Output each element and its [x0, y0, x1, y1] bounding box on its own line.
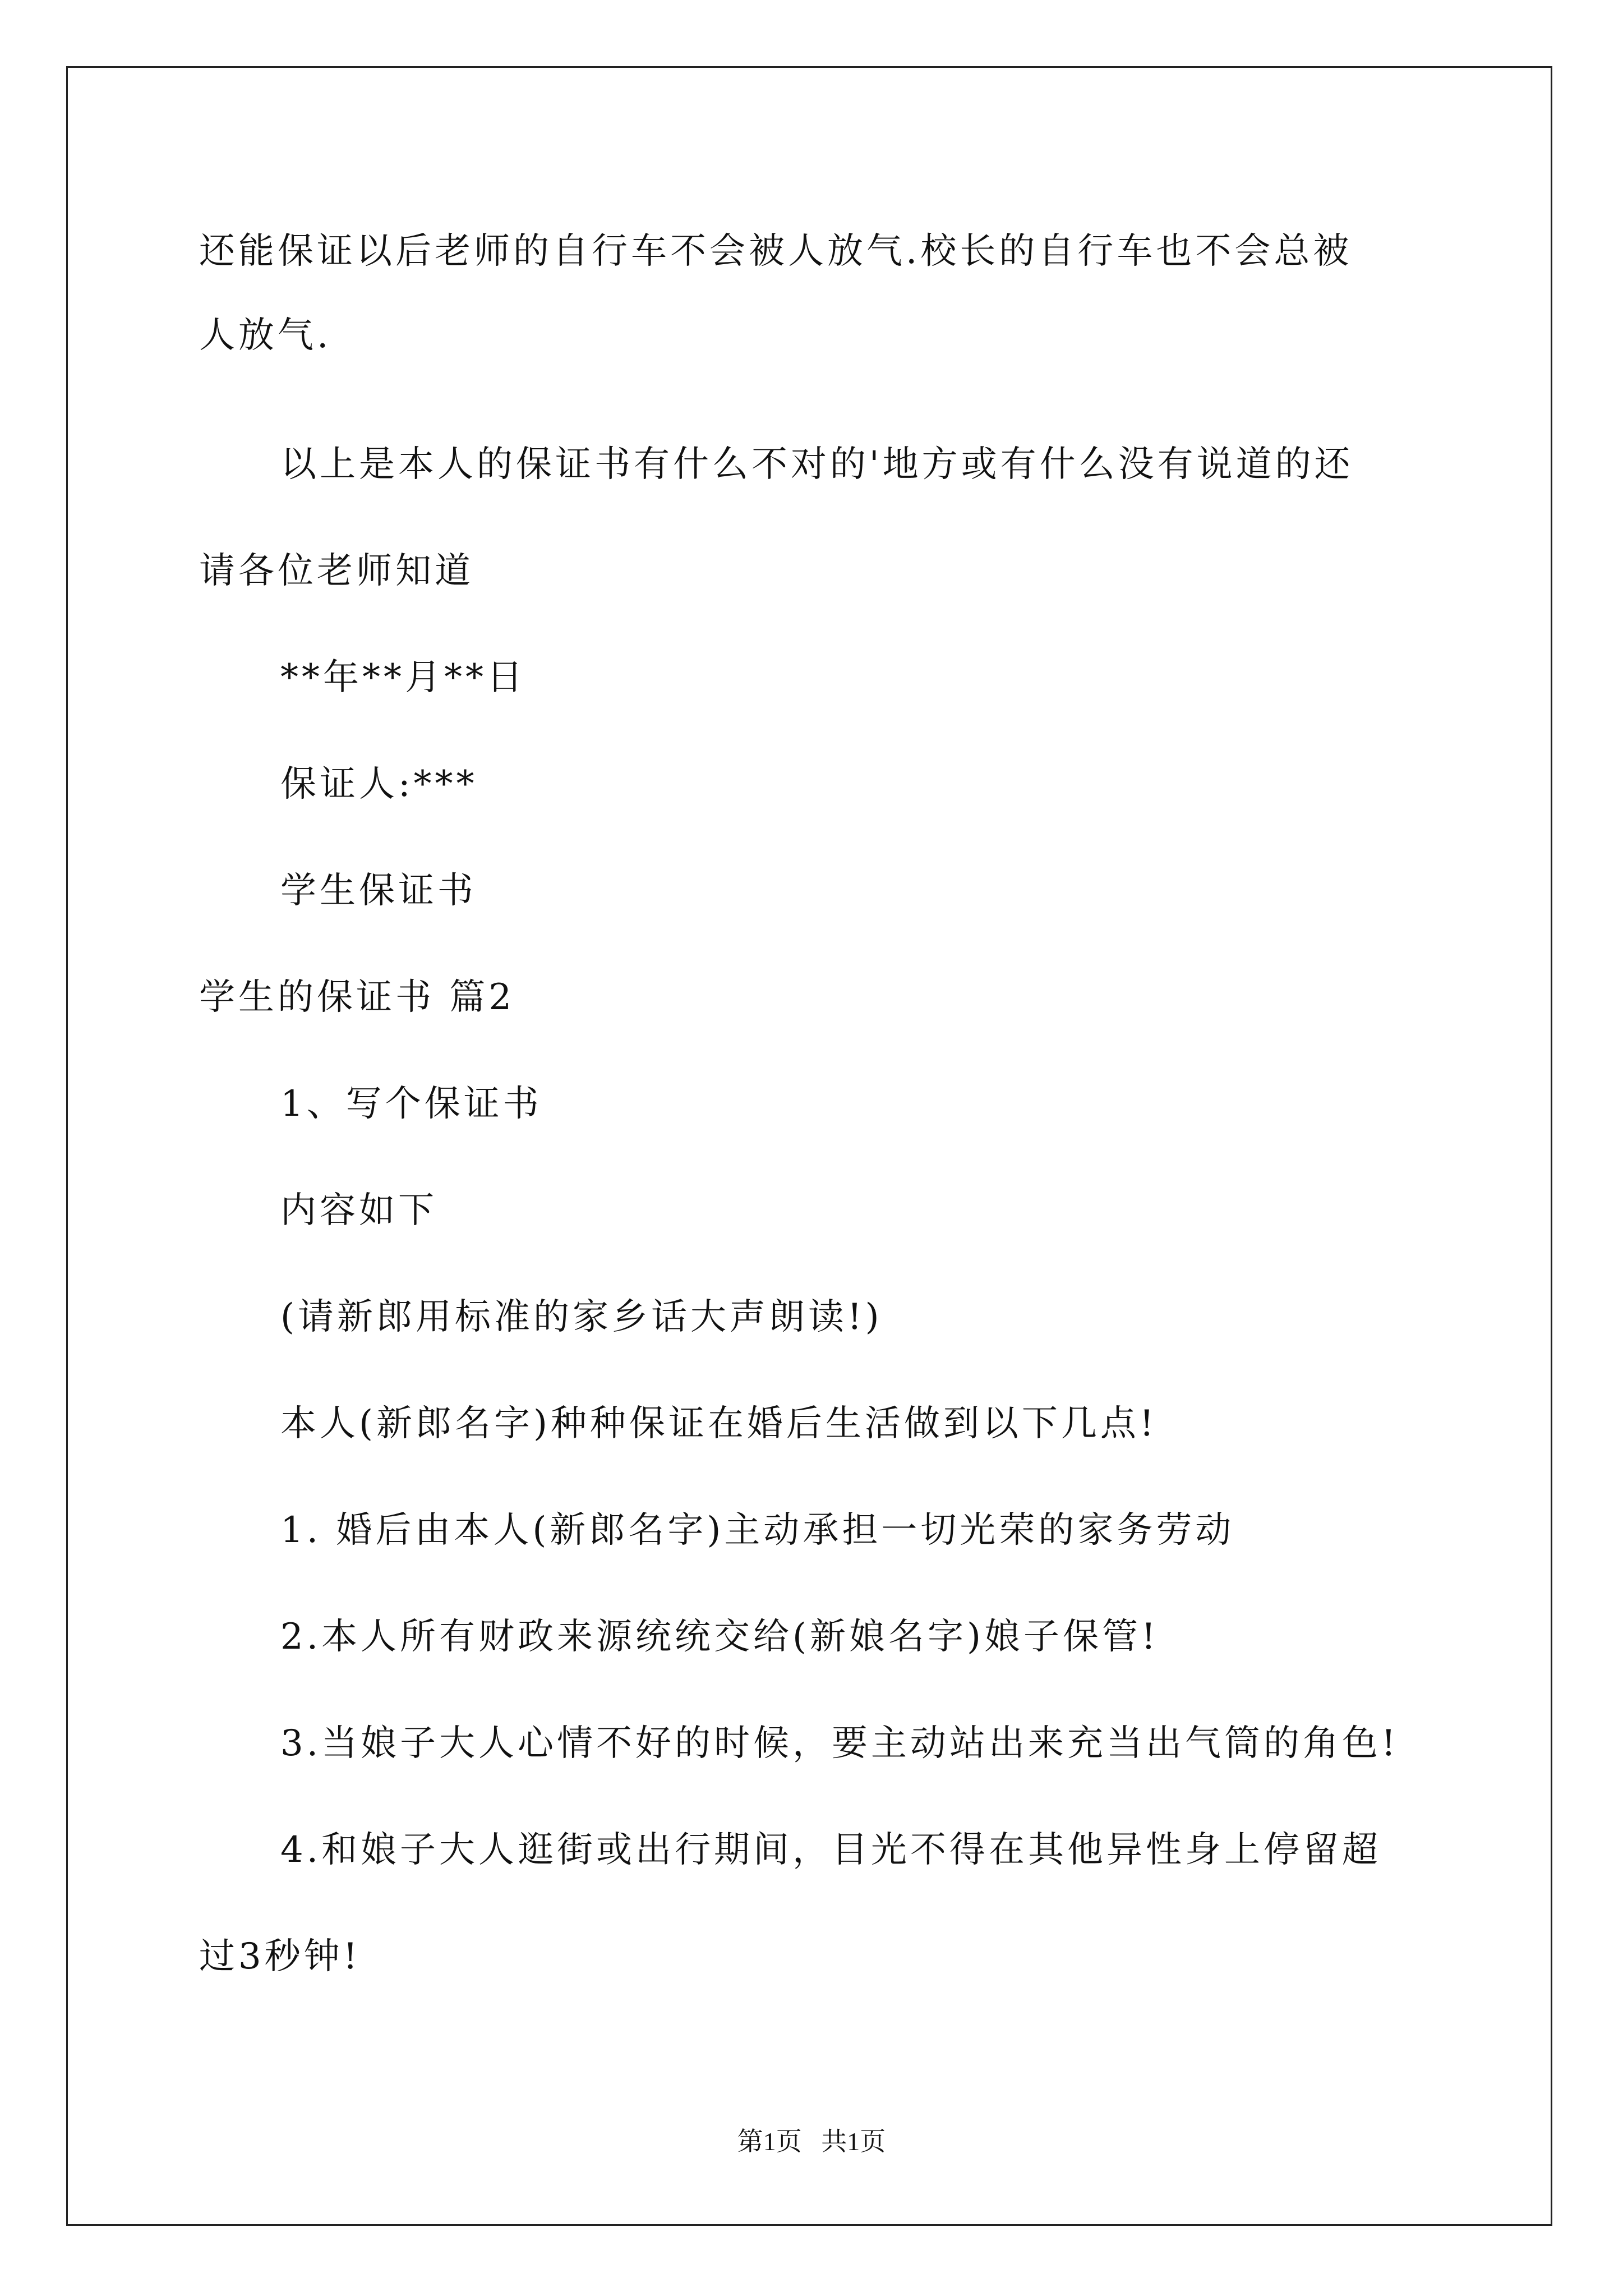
list-item: 4.和娘子大人逛街或出行期间，目光不得在其他异性身上停留超: [280, 1829, 1382, 1871]
section-heading: 学生的保证书 篇2: [199, 977, 515, 1018]
paragraph-line: (请新郎用标准的家乡话大声朗读!): [280, 1296, 883, 1338]
section-label: 学生保证书: [280, 870, 477, 912]
page-footer: 第1页 共1页: [737, 2127, 886, 2156]
list-item: 3.当娘子大人心情不好的时候，要主动站出来充当出气筒的角色!: [280, 1723, 1399, 1764]
paragraph-line: 人放气.: [199, 315, 332, 356]
date-line: **年**月**日: [280, 657, 526, 698]
list-item: 1. 婚后由本人(新郎名字)主动承担一切光荣的家务劳动: [280, 1510, 1235, 1551]
paragraph-line: 以上是本人的保证书有什么不对的'地方或有什么没有说道的还: [280, 444, 1354, 485]
paragraph-line: 还能保证以后老师的自行车不会被人放气.校长的自行车也不会总被: [199, 231, 1353, 272]
paragraph-line: 内容如下: [280, 1190, 437, 1231]
list-item: 过3秒钟!: [199, 1936, 361, 1977]
paragraph-line: 1、写个保证书: [280, 1083, 542, 1125]
paragraph-line: 请各位老师知道: [199, 550, 474, 592]
signature-line: 保证人:***: [280, 763, 478, 805]
list-item: 2.本人所有财政来源统统交给(新娘名字)娘子保管!: [280, 1616, 1159, 1658]
paragraph-line: 本人(新郎名字)种种保证在婚后生活做到以下几点!: [280, 1403, 1158, 1444]
page-border: [66, 66, 1552, 2226]
